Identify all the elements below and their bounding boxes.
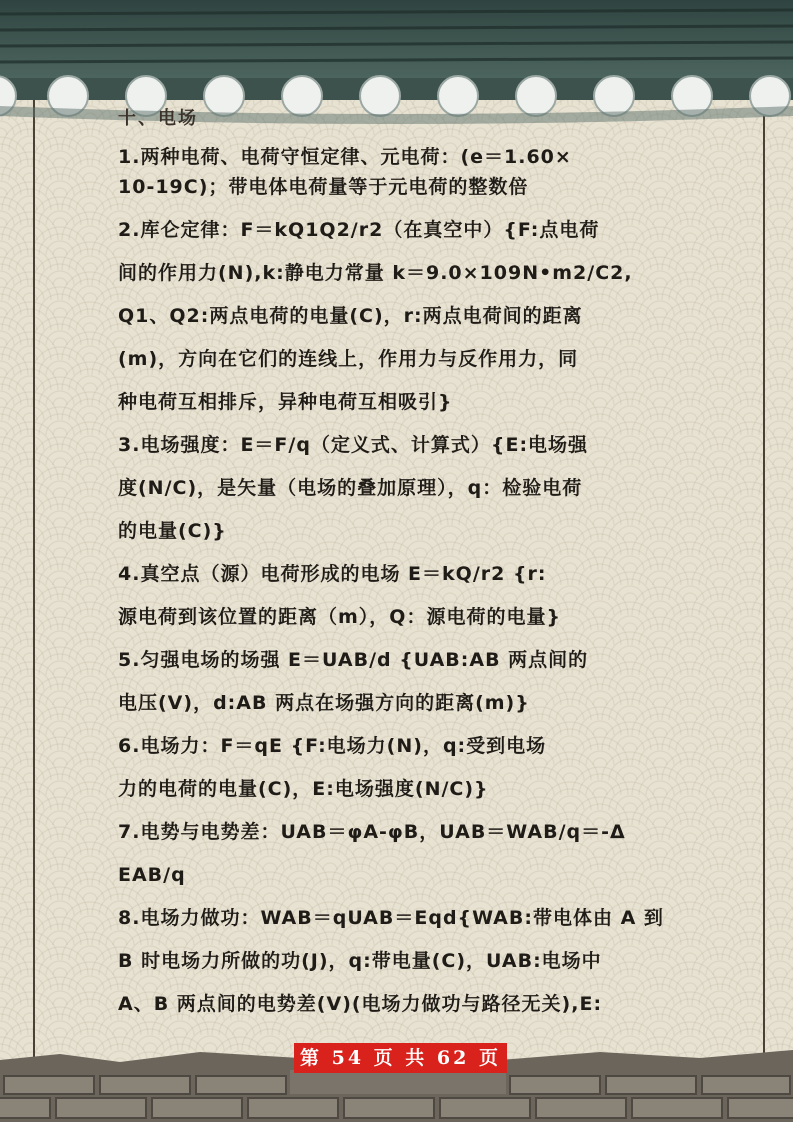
text-line: (m)，方向在它们的连线上，作用力与反作用力，同 [118,348,579,370]
left-border-line [33,100,35,1062]
section-header: 十、电场 [118,108,198,129]
text-line: 电压(V)，d:AB 两点在场强方向的距离(m)} [118,692,530,714]
text-line: 度(N/C)，是矢量（电场的叠加原理），q：检验电荷 [118,477,583,499]
text-line: 1.两种电荷、电荷守恒定律、元电荷：(e＝1.60× [118,146,572,168]
text-line: Q1、Q2:两点电荷的电量(C)，r:两点电荷间的距离 [118,305,583,327]
text-line: 6.电场力：F＝qE {F:电场力(N)，q:受到电场 [118,735,547,757]
text-line: 种电荷互相排斥，异种电荷互相吸引} [118,391,453,413]
right-border-line [763,100,765,1062]
text-line: 5.匀强电场的场强 E＝UAB/d {UAB:AB 两点间的 [118,649,589,671]
text-line: 的电量(C)} [118,520,227,542]
text-line: 8.电场力做功：WAB＝qUAB＝Eqd{WAB:带电体由 A 到 [118,907,664,929]
document-body [118,142,688,1019]
text-line: A、B 两点间的电势差(V)(电场力做功与路径无关),E: [118,993,603,1015]
text-line: 2.库仑定律：F＝kQ1Q2/r2（在真空中）{F:点电荷 [118,219,600,241]
text-line: 源电荷到该位置的距离（m），Q：源电荷的电量} [118,606,561,628]
text-line: 力的电荷的电量(C)，E:电场强度(N/C)} [118,778,489,800]
text-line: B 时电场力所做的功(J)，q:带电量(C)，UAB:电场中 [118,950,602,972]
text-line: 10-19C)；带电体电荷量等于元电荷的整数倍 [118,176,529,198]
text-line: 3.电场强度：E＝F/q（定义式、计算式）{E:电场强 [118,434,589,456]
text-line: 4.真空点（源）电荷形成的电场 E＝kQ/r2 {r: [118,563,547,585]
text-line: 间的作用力(N),k:静电力常量 k＝9.0×109N•m2/C2, [118,262,633,284]
text-line: EAB/q [118,864,186,886]
page-number-badge: 第 54 页 共 62 页 [294,1043,507,1073]
text-line: 7.电势与电势差：UAB＝φA-φB，UAB＝WAB/q＝-Δ [118,821,626,843]
